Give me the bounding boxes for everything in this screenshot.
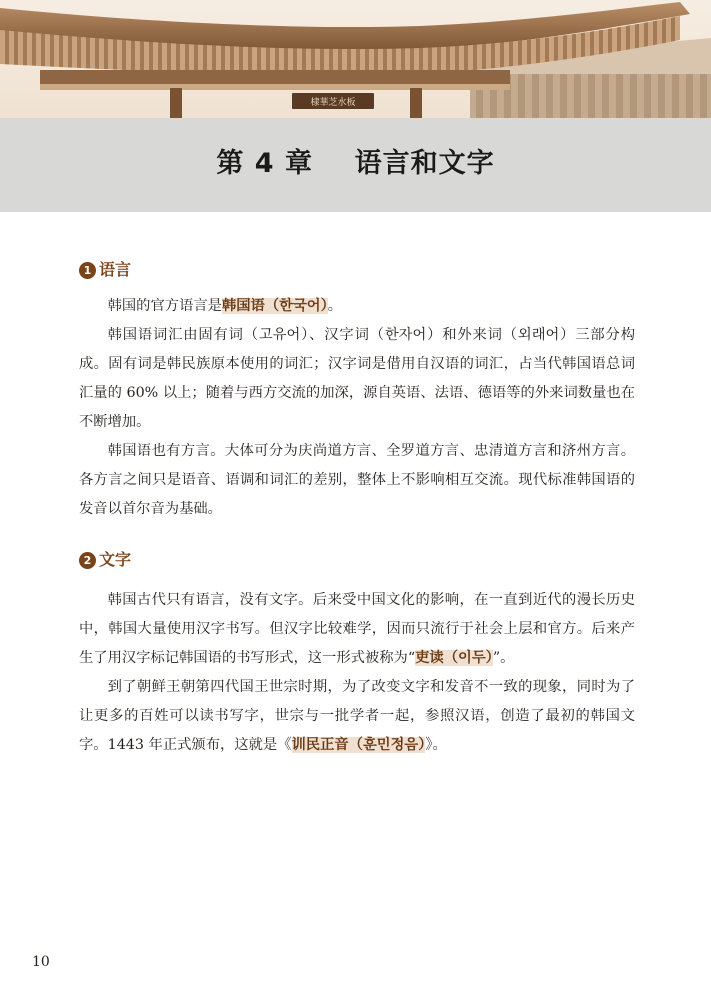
text-run: 到了朝鲜王朝第四代国王世宗时期，为了改变文字和发音不一致的现象，同时为了让更多的百姓可以读书写字，世宗与一批学者一起，参照汉语，创造了最初的韩国文字。1443 年正式颁布，这就是《	[79, 679, 635, 753]
text-run: 韩国的官方语言是	[107, 298, 222, 314]
section-number-badge: 1	[79, 262, 96, 279]
paragraph: 韩国语也有方言。大体可分为庆尚道方言、全罗道方言、忠清道方言和济州方言。各方言之间只是语音、语调和词汇的差别，整体上不影响相互交流。现代标准韩国语的发音以首尔音为基础。	[79, 443, 635, 517]
plaque-text: 棣華芝水板	[310, 98, 356, 108]
text-run: 韩国古代只有语言，没有文字。后来受中国文化的影响，在一直到近代的漫长历史中，韩国大量使用汉字书写。但汉字比较难学，因而只流行于社会上层和官方。后来产生了用汉字标记韩国语的书写形式，这一形式被称为“	[79, 592, 635, 666]
section-heading-writing	[79, 549, 131, 571]
highlighted-term: 韩国语（한국어）	[221, 298, 328, 314]
paragraph	[79, 673, 635, 760]
highlighted-term: 吏读（이두）	[415, 650, 493, 666]
section-title: 语言	[99, 260, 132, 279]
text-run: 。	[327, 298, 343, 314]
section-body-writing	[79, 586, 635, 760]
chapter-title: 第 4 章 语言和文字	[216, 148, 495, 179]
section-title: 文字	[99, 550, 132, 569]
paragraph: 韩国语词汇由固有词（고유어）、汉字词（한자어）和外来词（외래어）三部分构成。固有词是韩民族原本使用的词汇；汉字词是借用自汉语的词汇，占当代韩国语总词汇量的 60% 以上；随着与西方交流的加深，源自英语、法语、德语等的外来词数量也在不断增加。	[79, 327, 635, 430]
highlighted-term: 训民正音（훈민정음）	[291, 737, 426, 753]
paragraph	[79, 586, 635, 673]
section-body-language	[79, 292, 635, 524]
text-run: ”。	[492, 650, 515, 666]
section-heading-language	[79, 259, 131, 281]
text-run: 》。	[425, 737, 447, 753]
section-number-badge: 2	[79, 552, 96, 569]
header-banner-image	[0, 0, 711, 118]
page-number: 10	[32, 954, 50, 970]
paragraph	[79, 292, 635, 321]
